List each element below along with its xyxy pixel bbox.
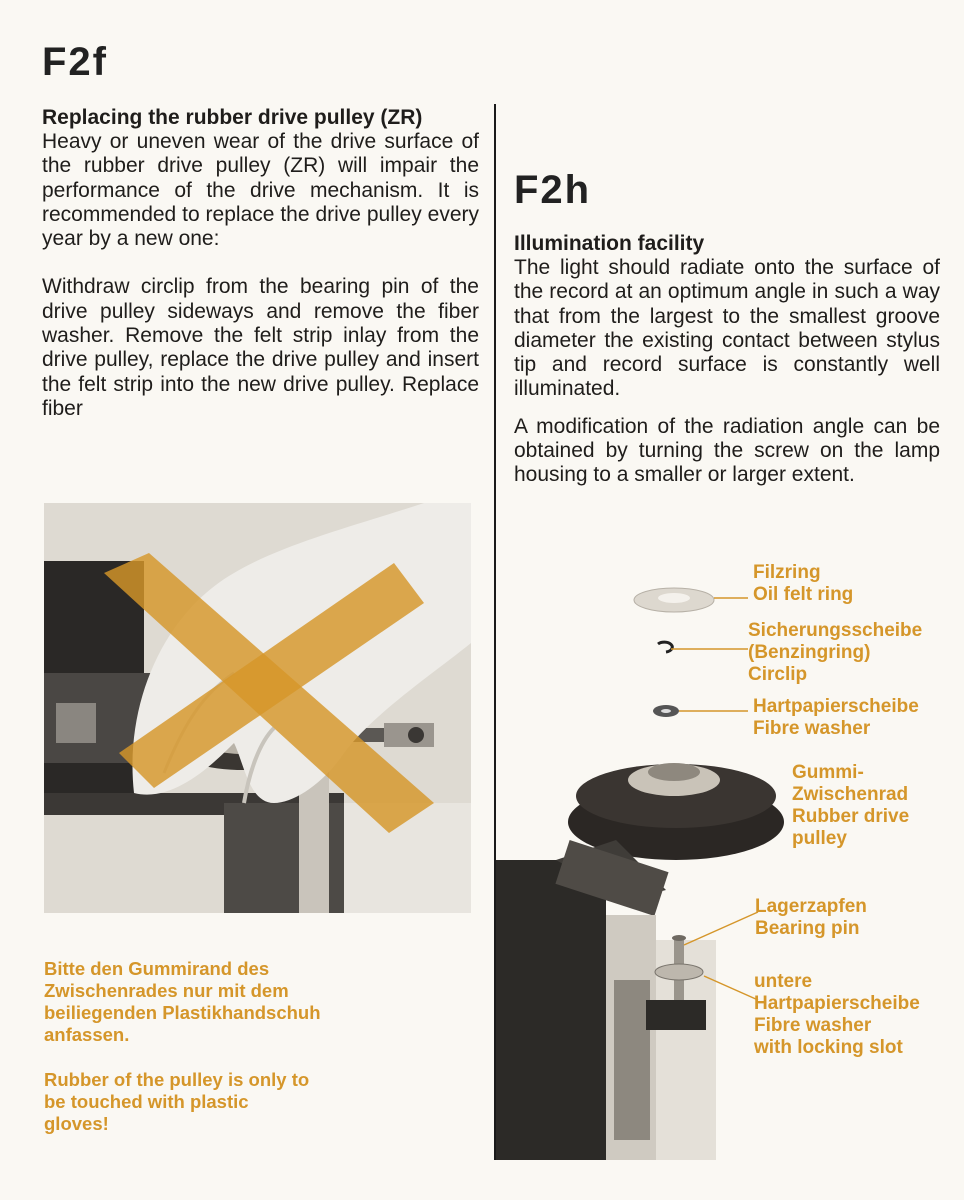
note-english: Rubber of the pulley is only to be touched with plastic gloves! (44, 1069, 310, 1134)
label-rubber-drive-pulley: Gummi- Zwischenrad Rubber drive pulley (792, 762, 910, 849)
right-text-block (514, 232, 940, 488)
label-circlip: Sicherungsscheibe (Benzingring) Circlip (748, 620, 923, 685)
section-heading: Replacing the rubber drive pulley (ZR) (42, 106, 423, 129)
paragraph: A modification of the radiation angle can be obtained by turning the screw on the lamp housing to a smaller or larger extent. (514, 414, 940, 487)
left-text-block (42, 106, 479, 421)
paragraph: The light should radiate onto the surface of the record at an optimum angle in such a way that from the largest to the smallest groove diameter the existing contact between stylus tip and record surface is constantly well illuminated. (514, 256, 940, 401)
label-oil-felt-ring: Filzring Oil felt ring (753, 562, 854, 605)
section-heading: Illumination facility (514, 232, 705, 255)
paragraph: Heavy or uneven wear of the drive surface of the rubber drive pulley (ZR) will impair the performance of the drive mechanism. It is recommended to replace the drive pulley every year by a new one: (42, 130, 479, 251)
paragraph: Withdraw circlip from the bearing pin of the drive pulley sideways and remove the fiber washer. Remove the felt strip inlay from the drive pulley, replace the drive pulley and insert the felt strip into the new drive pulley. Replace fiber (42, 275, 479, 420)
section-code-f2f: F2f (42, 40, 108, 84)
label-fibre-washer: Hartpapierscheibe Fibre washer (753, 696, 919, 739)
photo-hand-pulley (44, 503, 471, 913)
note-german: Bitte den Gummirand des Zwischenrades nur mit dem beiliegenden Plastikhandschuh anfassen. (44, 958, 321, 1045)
label-lower-fibre-washer: untere Hartpapierscheibe Fibre washer with locking slot (754, 971, 920, 1058)
section-code-f2h: F2h (514, 168, 592, 212)
label-bearing-pin: Lagerzapfen Bearing pin (755, 896, 867, 939)
